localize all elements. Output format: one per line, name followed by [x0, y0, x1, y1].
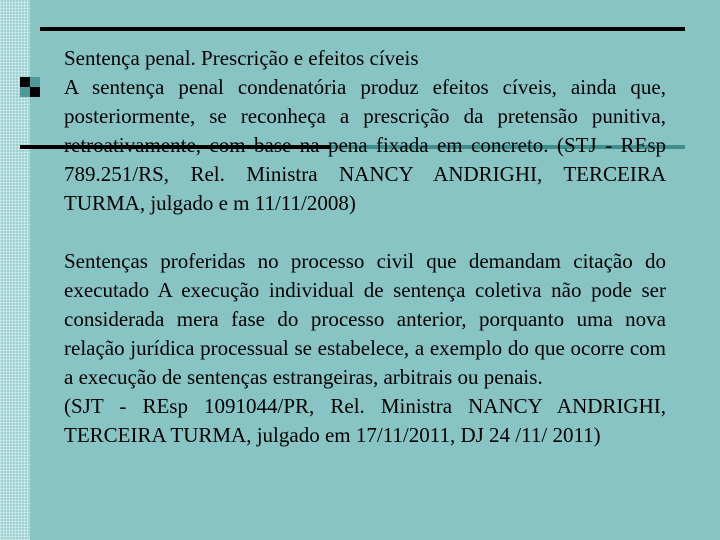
checker-square: [20, 77, 30, 87]
slide-content: [64, 44, 666, 450]
paragraph-1: A sentença penal condenatória produz efeitos cíveis, ainda que, posteriormente, se reconheça a prescrição da pretensão punitiva, retroativamente, com base na pena fixada em concreto. (STJ - REsp 789.251/RS, Rel. Ministra NANCY ANDRIGHI, TERCEIRA TURMA, julgado e m 11/11/2008): [64, 75, 666, 215]
paragraph-2: Sentenças proferidas no processo civil que demandam citação do executado A execução individual de sentença coletiva não pode ser considerada mera fase do processo anterior, porquanto uma nova relação jurídica processual se estabelece, a exemplo do que ocorre com a execução de sentenças estrangeiras, arbitrais ou penais.: [64, 249, 666, 389]
paragraph-3: (SJT - REsp 1091044/PR, Rel. Ministra NANCY ANDRIGHI, TERCEIRA TURMA, julgado em 17/11/2011, DJ 24 /11/ 2011): [64, 394, 666, 447]
slide-title: Sentença penal. Prescrição e efeitos cíveis: [64, 46, 419, 70]
checker-square: [30, 87, 40, 97]
checker-square: [30, 77, 40, 87]
top-divider-line: [40, 27, 685, 31]
paragraph-spacer: [64, 218, 666, 247]
checker-square: [20, 87, 30, 97]
